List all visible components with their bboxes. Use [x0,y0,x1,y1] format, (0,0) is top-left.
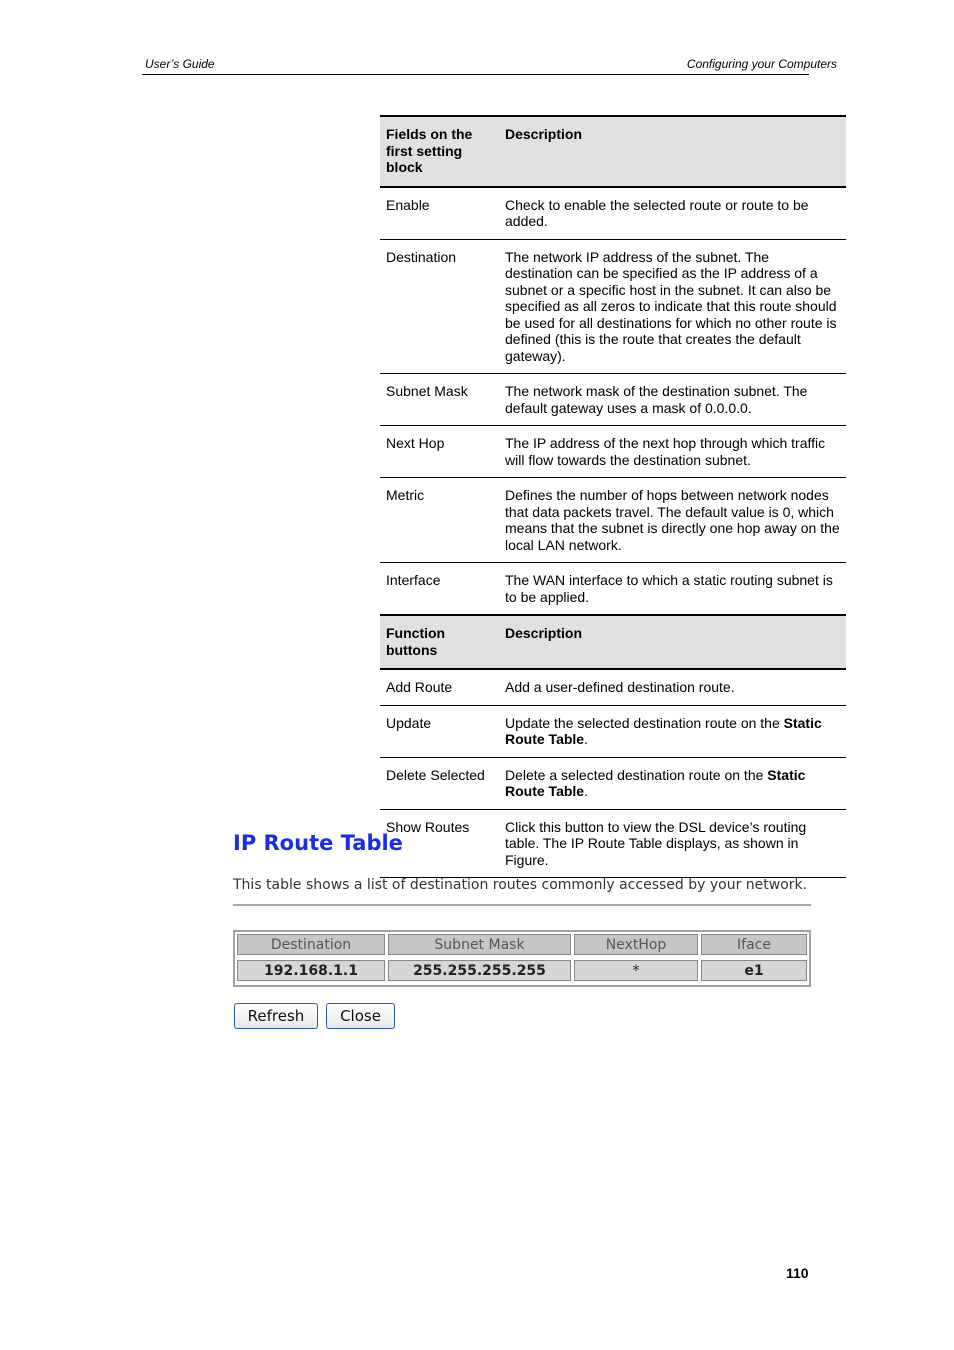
header-description: Description [499,116,846,187]
table-row [380,426,846,478]
function-description: Click this button to view the DSL device’s routing table. The IP Route Table displays, as shown in Figure. [499,809,846,878]
field-name: Enable [380,187,499,240]
field-name: Next Hop [380,426,499,478]
description-bold: Static Route Table [505,766,806,799]
refresh-button[interactable]: Refresh [234,1003,318,1029]
table-row [380,563,846,616]
description-text: . [584,783,588,799]
page-number: 110 [786,1265,809,1281]
field-description: The network IP address of the subnet. The destination can be specified as the IP address of a subnet or a specific host in the subnet. It can also be specified as all zeros to indicate that this route should be used for all destinations for which no other route is defined (this is the route that creates the default gateway). [499,239,846,374]
ip-route-table-title: IP Route Table [233,831,403,855]
description-text: . [584,731,588,747]
description-bold: Static Route Table [505,714,822,747]
table-row [380,705,846,757]
field-name: Metric [380,478,499,563]
table-row [380,757,846,809]
cell-nexthop: * [574,960,698,981]
header-fields: Fields on the first setting block [380,116,499,187]
column-header-nexthop: NextHop [574,934,698,955]
table-row [380,374,846,426]
table-row [380,478,846,563]
column-header-iface: Iface [701,934,807,955]
field-name: Destination [380,239,499,374]
cell-destination: 192.168.1.1 [237,960,385,981]
field-description: The WAN interface to which a static routing subnet is to be applied. [499,563,846,616]
column-header-destination: Destination [237,934,385,955]
field-description: The network mask of the destination subnet. The default gateway uses a mask of 0.0.0.0. [499,374,846,426]
function-description [499,757,846,809]
function-name: Delete Selected [380,757,499,809]
description-text: Update the selected destination route on the [505,714,784,731]
header-description: Description [499,615,846,669]
cell-iface: e1 [701,960,807,981]
field-description: Check to enable the selected route or route to be added. [499,187,846,240]
function-name: Show Routes [380,809,499,878]
column-header-subnet-mask: Subnet Mask [388,934,571,955]
table-header-row [380,615,846,669]
header-left: User’s Guide [145,57,215,71]
route-table [233,930,811,987]
table-row [380,239,846,374]
cell-subnet-mask: 255.255.255.255 [388,960,571,981]
table-row [380,187,846,240]
header-function-buttons: Function buttons [380,615,499,669]
header-right: Configuring your Computers [686,57,837,71]
function-name: Update [380,705,499,757]
field-name: Interface [380,563,499,616]
divider [233,904,811,906]
function-description: Add a user-defined destination route. [499,669,846,705]
function-description [499,705,846,757]
field-description: The IP address of the next hop through which traffic will flow towards the destination subnet. [499,426,846,478]
fields-description-table [380,115,846,878]
field-name: Subnet Mask [380,374,499,426]
table-header-row [380,116,846,187]
field-description: Defines the number of hops between network nodes that data packets travel. The default value is 0, which means that the subnet is directly one hop away on the local LAN network. [499,478,846,563]
close-button[interactable]: Close [326,1003,395,1029]
header-rule [142,74,809,75]
ip-route-table-description: This table shows a list of destination routes commonly accessed by your network. [233,877,808,893]
table-row [380,669,846,705]
function-name: Add Route [380,669,499,705]
table-row [380,809,846,878]
description-text: Delete a selected destination route on the [505,766,768,783]
